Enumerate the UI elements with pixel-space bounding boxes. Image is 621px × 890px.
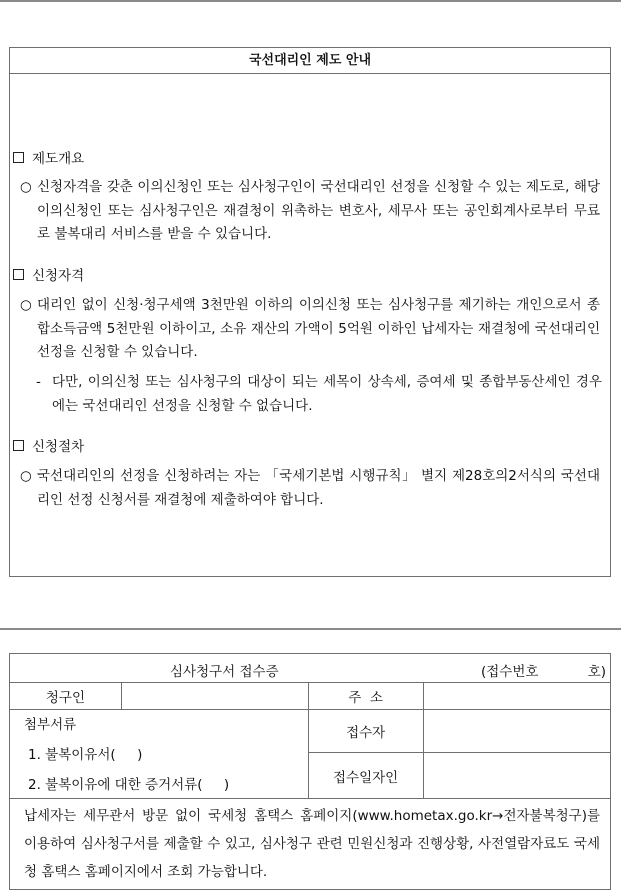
receiver-value[interactable]: [423, 710, 610, 753]
checkbox-square-icon: [13, 269, 24, 280]
claimant-value[interactable]: [121, 683, 308, 710]
receiver-label: 접수자: [308, 710, 423, 753]
receipt-number-suffix: 호): [587, 664, 606, 680]
section-heading-eligibility: 신청자격: [13, 264, 84, 284]
procedure-text: 국선대리인의 선정을 신청하려는 자는 「국세기본법 시행규칙」 별지 제28호의2서식의 국선대리인 선정 신청서를 재결청에 제출하여야 합니다.: [37, 468, 600, 508]
procedure-paragraph: [20, 465, 600, 512]
attachment-item-2: 2. 불복이유에 대한 증거서류( ): [28, 777, 230, 793]
receipt-title: 심사청구서 접수증: [170, 664, 279, 680]
receipt-date-stamp: [423, 753, 610, 799]
top-rule: [0, 0, 621, 2]
eligibility-exception: [36, 371, 602, 418]
address-value[interactable]: [423, 683, 610, 710]
circle-bullet-icon: ○: [20, 468, 32, 484]
attachment-item-1: 1. 불복이유서( ): [28, 747, 143, 763]
claimant-label: 청구인: [10, 683, 122, 710]
guide-title: 국선대리인 제도 안내: [10, 48, 610, 74]
address-label: 주 소: [308, 683, 423, 710]
section-heading-overview: 제도개요: [13, 147, 84, 167]
exception-text: 다만, 이의신청 또는 심사청구의 대상이 되는 세목이 상속세, 증여세 및 종합부동산세인 경우에는 국선대리인 선정을 신청할 수 없습니다.: [52, 374, 602, 414]
attachments-cell: [10, 710, 309, 799]
middle-rule: [0, 628, 621, 630]
dash-bullet: -: [36, 374, 41, 390]
checkbox-square-icon: [13, 440, 24, 451]
eligibility-paragraph: [20, 294, 600, 365]
receipt-table: [9, 653, 611, 890]
circle-bullet-icon: ○: [20, 179, 32, 195]
hometax-notice: 납세자는 세무관서 방문 없이 국세청 홈택스 홈페이지(www.hometax.go.kr→전자불복청구)를 이용하여 심사청구서를 제출할 수 있고, 심사청구 관련 민원신청과 진행상황, 사전열람자료도 국세청 홈택스 홈페이지에서 조회 가능합니다.: [10, 799, 611, 890]
overview-text: 신청자격을 갖춘 이의신청인 또는 심사청구인이 국선대리인 선정을 신청할 수 있는 제도로, 해당 이의신청인 또는 심사청구인은 재결청이 위촉하는 변호사, 세무사 또는 공인회계사로부터 무료로 불복대리 서비스를 받을 수 있습니다.: [37, 179, 600, 242]
circle-bullet-icon: ○: [20, 297, 32, 313]
section-heading-procedure: 신청절차: [13, 435, 84, 455]
eligibility-text: 대리인 없이 신청·청구세액 3천만원 이하의 이의신청 또는 심사청구를 제기하는 개인으로서 종합소득금액 5천만원 이하이고, 소유 재산의 가액이 5억원 이하인 납세자는 재결청에 국선대리인 선정을 신청할 수 있습니다.: [37, 297, 600, 360]
receipt-date-label: 접수일자인: [308, 753, 423, 799]
overview-paragraph: [20, 176, 600, 247]
attachments-label: 첨부서류: [24, 717, 77, 733]
receipt-header: [10, 654, 611, 683]
receipt-number-label: (접수번호: [481, 664, 539, 680]
checkbox-square-icon: [13, 152, 24, 163]
